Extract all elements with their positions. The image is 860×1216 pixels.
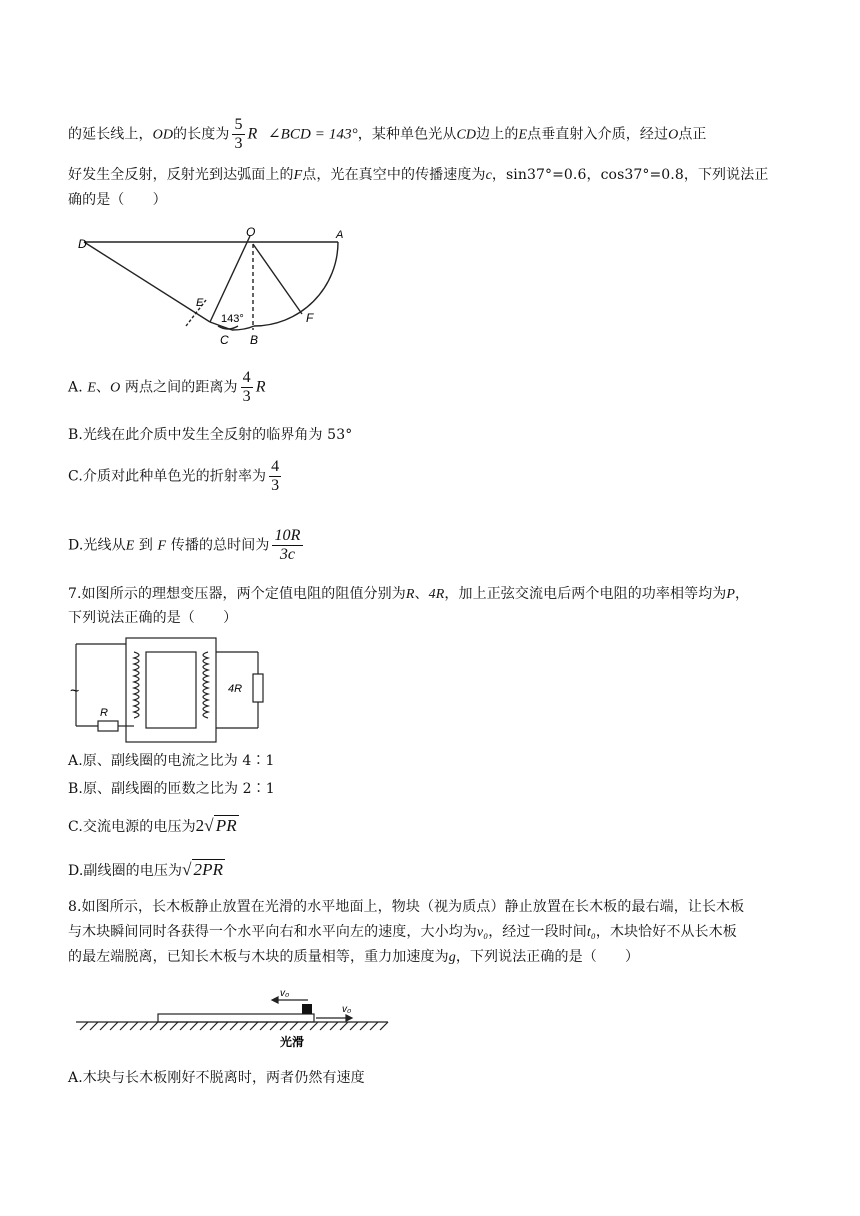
fraction-4-3 (269, 458, 281, 495)
radicand: PR (215, 816, 237, 835)
label-o: O (246, 225, 256, 239)
block (302, 1004, 312, 1014)
label-smooth: 光滑 (280, 1035, 305, 1049)
resistor-r (98, 721, 118, 731)
core-outer (126, 638, 216, 742)
text: 好发生全反射，反射光到达弧面上的 (68, 167, 294, 183)
q6-option-b (68, 425, 352, 445)
var: OD (152, 127, 174, 143)
den: 3 (242, 388, 251, 405)
text: ，加上正弦交流电后两个电阻的功率相等均为 (444, 586, 727, 602)
label-e: E (196, 297, 204, 309)
sqrt-expr: 2√ PR (195, 816, 237, 835)
var: CD (456, 127, 477, 143)
var: P (726, 587, 736, 602)
q8-line-2 (68, 922, 737, 943)
q6-option-d (68, 527, 306, 564)
label-b: B (250, 333, 259, 347)
text: A. (68, 379, 88, 396)
var: v₀ (476, 925, 489, 940)
text: 8.如图所示，长木板静止放置在光滑的水平地面上，物块（视为质点）静止放置在长木板的最右端，让长木板 (68, 899, 745, 915)
den: 3 (271, 477, 280, 494)
text: 到 (134, 537, 158, 554)
primary-coil (134, 652, 139, 718)
text: 7.如图所示的理想变压器，两个定值电阻的阻值分别为 (68, 586, 406, 602)
den: 3 (234, 135, 243, 152)
resistor-4r (253, 674, 263, 702)
label-4r: 4R (228, 683, 243, 695)
var: E (518, 127, 528, 143)
var: c (485, 168, 492, 183)
num: 4 (271, 458, 280, 475)
label-r: R (100, 707, 108, 719)
text: A.木块与长木板刚好不脱离时，两者仍然有速度 (68, 1070, 365, 1086)
ground-hatching (80, 1022, 388, 1030)
ac-source-symbol: ~ (70, 683, 80, 700)
q7-line-1 (68, 584, 749, 605)
text: ， (735, 586, 750, 602)
text: 点垂直射入介质，经过 (527, 126, 669, 143)
var: O (110, 380, 121, 396)
label-d: D (78, 237, 87, 251)
var: F (157, 538, 167, 554)
var: E (125, 538, 135, 554)
q6-line-2 (68, 165, 768, 186)
arc-af (254, 242, 338, 326)
text: D.副线圈的电压为 (68, 863, 183, 879)
fraction-4-3 (241, 369, 253, 406)
text: A.原、副线圈的电流之比为 4∶1 (68, 753, 275, 769)
text: D.光线从 (68, 537, 126, 554)
text: ，某种单色光从 (357, 126, 457, 143)
text: 下列说法正确的是（ ） (68, 610, 238, 626)
text: 点，光在真空中的传播速度为 (302, 167, 486, 183)
long-board (158, 1014, 314, 1022)
q8-line-1 (68, 897, 744, 917)
num: 4 (242, 369, 251, 386)
den: 3c (279, 546, 296, 563)
q7-line-2 (68, 608, 237, 628)
text: C.介质对此种单色光的折射率为 (68, 468, 267, 485)
q7-option-a (68, 751, 275, 771)
text: 传播的总时间为 (166, 537, 270, 554)
var: R (247, 125, 258, 143)
angle-bcd: ∠BCD = 143° (267, 126, 358, 143)
text: B.光线在此介质中发生全反射的临界角为 53° (68, 427, 353, 443)
core-inner (146, 652, 196, 728)
arrow-left-head (272, 997, 278, 1003)
text: 边上的 (476, 126, 519, 143)
num: 10R (274, 527, 301, 544)
var: R (255, 378, 266, 396)
fraction-5-3 (232, 116, 244, 153)
text: 的最左端脱离，已知长木板与木块的质量相等，重力加速度为 (68, 949, 449, 965)
text: 确的是（ ） (68, 192, 167, 208)
ray-eo (210, 236, 250, 322)
text: 、 (414, 586, 429, 602)
text: B.原、副线圈的匝数之比为 2∶1 (68, 781, 275, 797)
text: ，木块恰好不从长木板 (595, 924, 737, 940)
q7-figure-transformer (68, 630, 278, 750)
q8-option-a (68, 1068, 365, 1088)
q6-figure-semicircle (70, 222, 350, 350)
q6-option-a (68, 369, 266, 406)
text: ，下列说法正确的是（ ） (455, 949, 640, 965)
text: ，sin37°=0.6，cos37°=0.8，下列说法正 (491, 167, 769, 183)
text: 的延长线上， (68, 126, 153, 143)
text: ，经过一段时间 (488, 924, 587, 940)
text: C.交流电源的电压为 (68, 819, 196, 835)
var: E (87, 380, 96, 396)
fraction-10r-3c (272, 527, 302, 564)
var: R (405, 587, 415, 602)
var: O (668, 127, 679, 143)
var: g (448, 950, 456, 965)
label-a: A (336, 229, 344, 241)
q6-line-1 (68, 116, 707, 153)
text: 两点之间的距离为 (120, 379, 238, 396)
coef: 2 (195, 816, 205, 835)
line-dc (84, 242, 210, 322)
sqrt-expr: √ 2PR (182, 860, 224, 879)
text: 的长度为 (173, 126, 230, 143)
q7-option-b (68, 779, 275, 799)
q8-figure-board (76, 982, 396, 1052)
q8-line-3 (68, 947, 639, 968)
radicand: 2PR (193, 860, 224, 879)
q6-line-3 (68, 190, 167, 210)
ray-of (253, 244, 302, 314)
arrow-right-head (346, 1015, 352, 1021)
text: 、 (95, 379, 111, 396)
num: 5 (234, 116, 243, 133)
q6-option-c (68, 458, 284, 495)
secondary-coil (203, 652, 208, 718)
var: 4R (428, 587, 445, 602)
text: 与木块瞬间同时各获得一个水平向右和水平向左的速度，大小均为 (68, 924, 477, 940)
var: F (293, 168, 303, 183)
label-v0-right: v₀ (342, 1004, 352, 1015)
q7-option-c (68, 816, 239, 837)
label-angle: 143° (221, 313, 244, 325)
label-v0-left: v₀ (280, 988, 290, 999)
q7-option-d (68, 860, 225, 881)
label-c: C (220, 333, 229, 347)
var: t₀ (586, 925, 596, 940)
text: 点正 (678, 126, 707, 143)
label-f: F (306, 311, 314, 325)
